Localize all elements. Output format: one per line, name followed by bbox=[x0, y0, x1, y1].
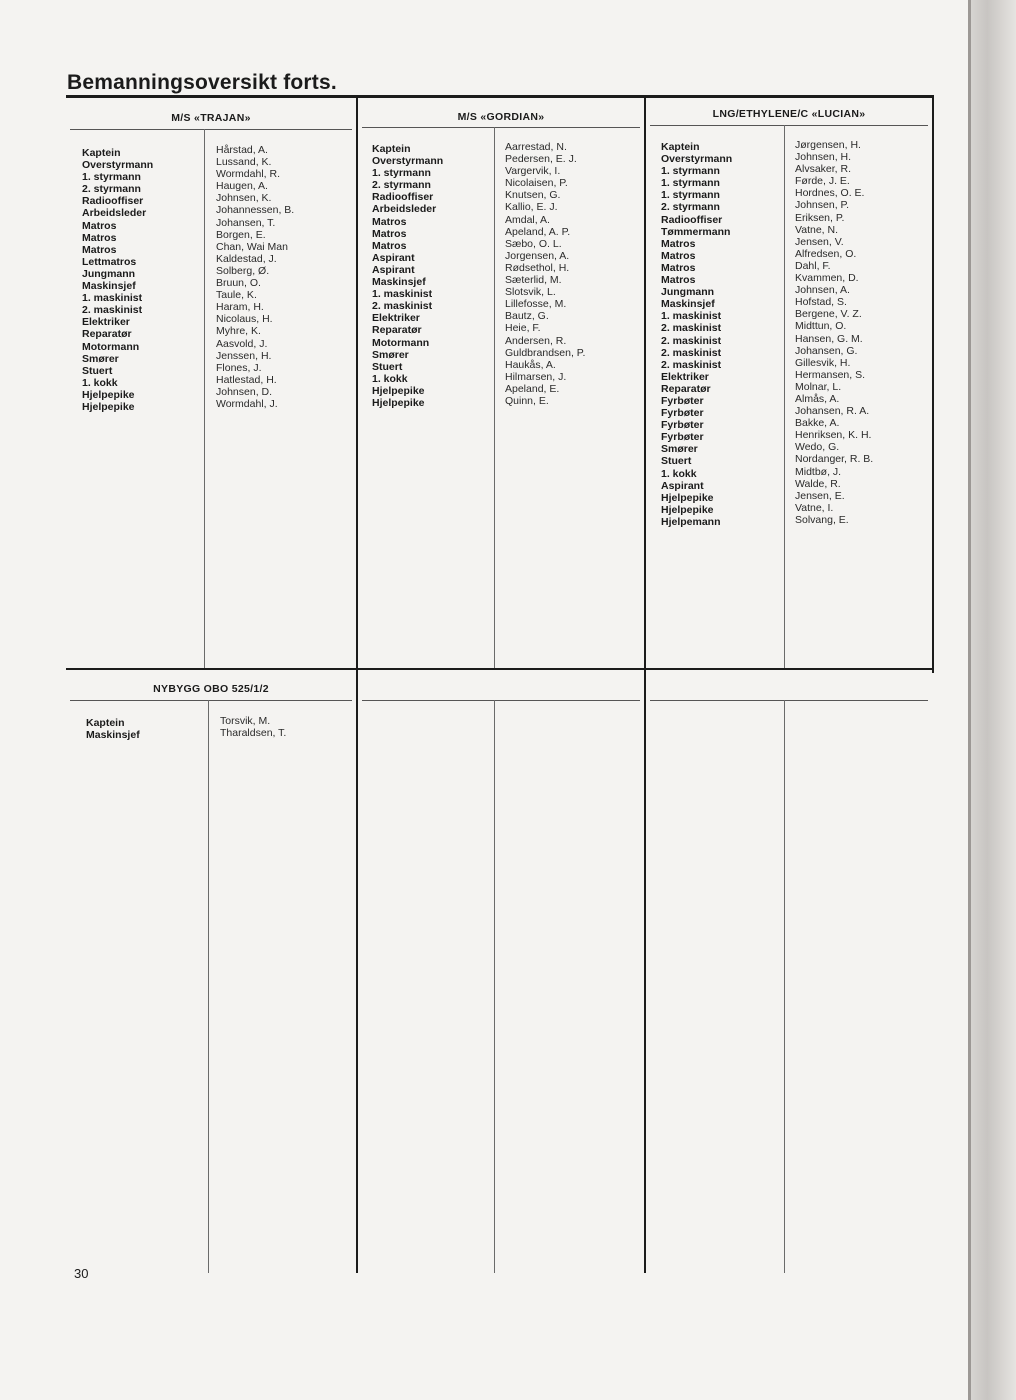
crew-name: Hermansen, S. bbox=[795, 368, 866, 381]
section-empty bbox=[646, 670, 932, 1273]
crew-role: Stuert bbox=[661, 455, 692, 468]
crew-role: Matros bbox=[82, 231, 117, 244]
crew-name: Johnsen, K. bbox=[216, 192, 272, 205]
crew-role: 2. maskinist bbox=[661, 346, 722, 359]
crew-name: Hofstad, S. bbox=[795, 296, 847, 309]
crew-role: 1. maskinist bbox=[82, 292, 143, 305]
crew-name: Jenssen, H. bbox=[216, 349, 272, 362]
crew-role: Hjelpemann bbox=[661, 515, 721, 528]
crew-role: Arbeidsleder bbox=[372, 203, 437, 216]
section-header-rule bbox=[650, 700, 928, 701]
crew-name: Jensen, V. bbox=[795, 235, 844, 248]
crew-name: Torsvik, M. bbox=[220, 715, 271, 727]
crew-role: Fyrbøter bbox=[661, 419, 704, 432]
crew-role: Matros bbox=[82, 219, 117, 232]
crew-name: Johnsen, D. bbox=[216, 385, 273, 398]
crew-role: Matros bbox=[661, 261, 696, 274]
section-header-rule bbox=[362, 700, 640, 701]
crew-name: Haram, H. bbox=[216, 301, 264, 314]
crew-name: Johnsen, A. bbox=[795, 284, 850, 297]
crew-role: Maskinsjef bbox=[372, 276, 426, 289]
crew-name: Sæbo, O. L. bbox=[505, 237, 562, 250]
crew-role: Fyrbøter bbox=[661, 394, 704, 407]
crew-role: Maskinsjef bbox=[82, 280, 136, 293]
crew-name: Solberg, Ø. bbox=[216, 264, 270, 277]
crew-name: Lillefosse, M. bbox=[505, 298, 567, 311]
crew-role: Aspirant bbox=[661, 479, 704, 492]
section-trajan bbox=[66, 98, 356, 668]
crew-role: 1. styrmann bbox=[661, 189, 720, 202]
crew-name: Johannessen, B. bbox=[216, 204, 295, 217]
crew-name: Aarrestad, N. bbox=[505, 141, 567, 153]
role-list bbox=[82, 147, 153, 413]
crew-role: Jungmann bbox=[82, 267, 136, 280]
crew-name: Vargervik, I. bbox=[505, 165, 561, 178]
crew-role: Stuert bbox=[82, 364, 113, 377]
crew-role: Hjelpepike bbox=[661, 503, 714, 516]
section-title: NYBYGG OBO 525/1/2 bbox=[153, 683, 269, 695]
crew-role: Matros bbox=[661, 237, 696, 250]
crew-role: Jungmann bbox=[661, 286, 715, 299]
page-title: Bemanningsoversikt forts. bbox=[67, 71, 337, 94]
section-lucian bbox=[646, 98, 932, 668]
crew-name: Hilmarsen, J. bbox=[505, 370, 567, 383]
role-list bbox=[86, 717, 140, 741]
crew-name: Vatne, I. bbox=[795, 501, 834, 514]
crew-name: Bakke, A. bbox=[795, 417, 840, 430]
crew-role: Reparatør bbox=[82, 328, 132, 341]
crew-role: Aspirant bbox=[372, 251, 415, 264]
crew-role: Reparatør bbox=[372, 324, 422, 337]
crew-role: 2. styrmann bbox=[372, 179, 431, 192]
crew-role: 2. maskinist bbox=[661, 358, 722, 371]
crew-name: Johansen, R. A. bbox=[795, 405, 870, 418]
crew-role: Reparatør bbox=[661, 382, 711, 395]
crew-name: Rødsethol, H. bbox=[505, 261, 570, 274]
crew-name: Apeland, A. P. bbox=[505, 225, 571, 238]
crew-role: 1. styrmann bbox=[82, 171, 141, 184]
crew-role: 2. maskinist bbox=[82, 304, 143, 317]
crew-role: Tømmermann bbox=[661, 225, 731, 238]
crew-name: Førde, J. E. bbox=[795, 175, 850, 188]
inner-column-divider bbox=[204, 129, 205, 668]
crew-role: Fyrbøter bbox=[661, 431, 704, 444]
section-header-rule bbox=[650, 125, 928, 126]
name-list bbox=[505, 141, 585, 407]
crew-name: Johnsen, H. bbox=[795, 151, 852, 164]
crew-name: Johnsen, P. bbox=[795, 199, 850, 212]
crew-role: Maskinsjef bbox=[86, 729, 140, 742]
crew-role: Radiooffiser bbox=[372, 191, 434, 204]
crew-role: Kaptein bbox=[82, 147, 121, 159]
crew-role: Kaptein bbox=[661, 141, 700, 153]
crew-name: Slotsvik, L. bbox=[505, 286, 556, 299]
crew-name: Bruun, O. bbox=[216, 277, 261, 290]
crew-name: Heie, F. bbox=[505, 322, 541, 335]
crew-role: 1. styrmann bbox=[661, 165, 720, 178]
crew-name: Jorgensen, A. bbox=[505, 249, 570, 262]
crew-name: Molnar, L. bbox=[795, 380, 842, 393]
crew-role: Smører bbox=[82, 352, 119, 365]
crew-role: Matros bbox=[82, 243, 117, 256]
crew-role: 2. maskinist bbox=[661, 322, 722, 335]
role-list bbox=[661, 141, 732, 528]
crew-overview-table bbox=[66, 95, 934, 1270]
crew-name: Haukås, A. bbox=[505, 358, 556, 371]
crew-role: 1. kokk bbox=[82, 376, 118, 389]
inner-column-divider bbox=[494, 127, 495, 668]
section-title: LNG/ETHYLENE/C «LUCIAN» bbox=[712, 108, 866, 120]
crew-role: Hjelpepike bbox=[82, 400, 135, 413]
crew-name: Sæterlid, M. bbox=[505, 274, 562, 287]
crew-name: Johansen, T. bbox=[216, 216, 276, 229]
crew-name: Hårstad, A. bbox=[216, 144, 268, 156]
role-list bbox=[372, 143, 443, 409]
crew-role: 1. maskinist bbox=[661, 310, 722, 323]
crew-role: Elektriker bbox=[661, 370, 709, 383]
crew-name: Walde, R. bbox=[795, 477, 841, 490]
crew-name: Lussand, K. bbox=[216, 156, 272, 169]
crew-role: Matros bbox=[372, 215, 407, 228]
crew-name: Nicolaisen, P. bbox=[505, 177, 568, 190]
crew-role: Smører bbox=[661, 443, 698, 456]
inner-column-divider bbox=[494, 700, 495, 1273]
name-list bbox=[216, 144, 294, 410]
crew-name: Knutsen, G. bbox=[505, 189, 561, 202]
crew-role: Elektriker bbox=[82, 316, 130, 329]
crew-name: Vatne, N. bbox=[795, 223, 838, 236]
section-nybygg-obo bbox=[66, 670, 356, 1273]
crew-name: Jørgensen, H. bbox=[795, 139, 861, 151]
crew-role: Matros bbox=[661, 274, 696, 287]
crew-role: Smører bbox=[372, 348, 409, 361]
section-title: M/S «TRAJAN» bbox=[171, 112, 251, 124]
inner-column-divider bbox=[784, 125, 785, 668]
crew-name: Guldbrandsen, P. bbox=[505, 346, 586, 359]
section-header-rule bbox=[70, 700, 352, 701]
crew-name: Solvang, E. bbox=[795, 513, 849, 526]
crew-role: 1. kokk bbox=[372, 372, 408, 385]
crew-role: Motormann bbox=[82, 340, 140, 353]
crew-role: Lettmatros bbox=[82, 255, 137, 268]
crew-name: Hansen, G. M. bbox=[795, 332, 863, 345]
page-spine-edge bbox=[968, 0, 1016, 1400]
name-list bbox=[795, 139, 873, 526]
crew-role: Overstyrmann bbox=[372, 155, 444, 168]
crew-role: Hjelpepike bbox=[82, 388, 135, 401]
crew-name: Almås, A. bbox=[795, 392, 840, 405]
crew-role: Stuert bbox=[372, 360, 403, 373]
crew-name: Haugen, A. bbox=[216, 180, 268, 193]
crew-name: Gillesvik, H. bbox=[795, 356, 851, 369]
crew-name: Myhre, K. bbox=[216, 325, 261, 338]
crew-role: Overstyrmann bbox=[82, 159, 154, 172]
crew-name: Alvsaker, R. bbox=[795, 163, 852, 176]
crew-name: Chan, Wai Man bbox=[216, 240, 288, 253]
crew-name: Wedo, G. bbox=[795, 441, 840, 454]
crew-role: Kaptein bbox=[372, 143, 411, 155]
crew-role: 2. maskinist bbox=[372, 300, 433, 313]
crew-name: Bergene, V. Z. bbox=[795, 308, 862, 321]
crew-name: Borgen, E. bbox=[216, 228, 266, 241]
crew-name: Alfredsen, O. bbox=[795, 247, 857, 260]
crew-role: Arbeidsleder bbox=[82, 207, 147, 220]
crew-role: Maskinsjef bbox=[661, 298, 715, 311]
crew-role: 1. kokk bbox=[661, 467, 697, 480]
page-number: 30 bbox=[74, 1266, 89, 1281]
crew-role: 1. maskinist bbox=[372, 288, 433, 301]
crew-role: Overstyrmann bbox=[661, 153, 733, 166]
crew-role: Matros bbox=[372, 227, 407, 240]
crew-name: Jensen, E. bbox=[795, 489, 845, 502]
crew-role: Hjelpepike bbox=[372, 396, 425, 409]
section-title: M/S «GORDIAN» bbox=[457, 111, 545, 123]
crew-name: Henriksen, K. H. bbox=[795, 429, 872, 442]
crew-role: Elektriker bbox=[372, 312, 420, 325]
crew-name: Kallio, E. J. bbox=[505, 201, 558, 214]
section-empty bbox=[358, 670, 644, 1273]
section-gordian bbox=[358, 98, 644, 668]
crew-role: Kaptein bbox=[86, 717, 125, 729]
crew-role: 2. maskinist bbox=[661, 334, 722, 347]
crew-name: Kvammen, D. bbox=[795, 272, 859, 285]
crew-name: Wormdahl, R. bbox=[216, 168, 280, 181]
crew-role: Hjelpepike bbox=[661, 491, 714, 504]
crew-name: Taule, K. bbox=[216, 289, 257, 302]
crew-name: Hordnes, O. E. bbox=[795, 187, 865, 200]
crew-name: Flones, J. bbox=[216, 361, 262, 374]
crew-role: Radiooffiser bbox=[661, 213, 723, 226]
crew-name: Kaldestad, J. bbox=[216, 252, 277, 265]
crew-role: Fyrbøter bbox=[661, 407, 704, 420]
crew-name: Andersen, R. bbox=[505, 334, 567, 347]
crew-name: Eriksen, P. bbox=[795, 211, 845, 224]
crew-role: 2. styrmann bbox=[661, 201, 720, 214]
crew-role: Matros bbox=[661, 249, 696, 262]
crew-name: Wormdahl, J. bbox=[216, 397, 278, 410]
crew-name: Tharaldsen, T. bbox=[220, 727, 287, 740]
crew-role: Aspirant bbox=[372, 263, 415, 276]
crew-name: Hatlestad, H. bbox=[216, 373, 277, 386]
crew-role: 1. styrmann bbox=[372, 167, 431, 180]
crew-name: Quinn, E. bbox=[505, 394, 549, 407]
crew-name: Aasvold, J. bbox=[216, 337, 268, 350]
crew-role: Hjelpepike bbox=[372, 384, 425, 397]
crew-role: Matros bbox=[372, 239, 407, 252]
crew-name: Midtbø, J. bbox=[795, 465, 842, 478]
section-header-rule bbox=[362, 127, 640, 128]
crew-role: Motormann bbox=[372, 336, 430, 349]
crew-role: 2. styrmann bbox=[82, 183, 141, 196]
crew-name: Dahl, F. bbox=[795, 259, 831, 272]
crew-name: Pedersen, E. J. bbox=[505, 153, 577, 166]
crew-name: Bautz, G. bbox=[505, 310, 549, 323]
inner-column-divider bbox=[208, 700, 209, 1273]
crew-role: 1. styrmann bbox=[661, 177, 720, 190]
crew-name: Amdal, A. bbox=[505, 213, 550, 226]
section-header-rule bbox=[70, 129, 352, 130]
crew-name: Nicolaus, H. bbox=[216, 313, 273, 326]
crew-name: Johansen, G. bbox=[795, 344, 858, 357]
crew-name: Nordanger, R. B. bbox=[795, 453, 874, 466]
crew-name: Midttun, O. bbox=[795, 320, 847, 333]
crew-role: Radiooffiser bbox=[82, 195, 144, 208]
table-right-border bbox=[932, 98, 934, 673]
crew-name: Apeland, E. bbox=[505, 382, 560, 395]
name-list bbox=[220, 715, 286, 739]
inner-column-divider bbox=[784, 700, 785, 1273]
